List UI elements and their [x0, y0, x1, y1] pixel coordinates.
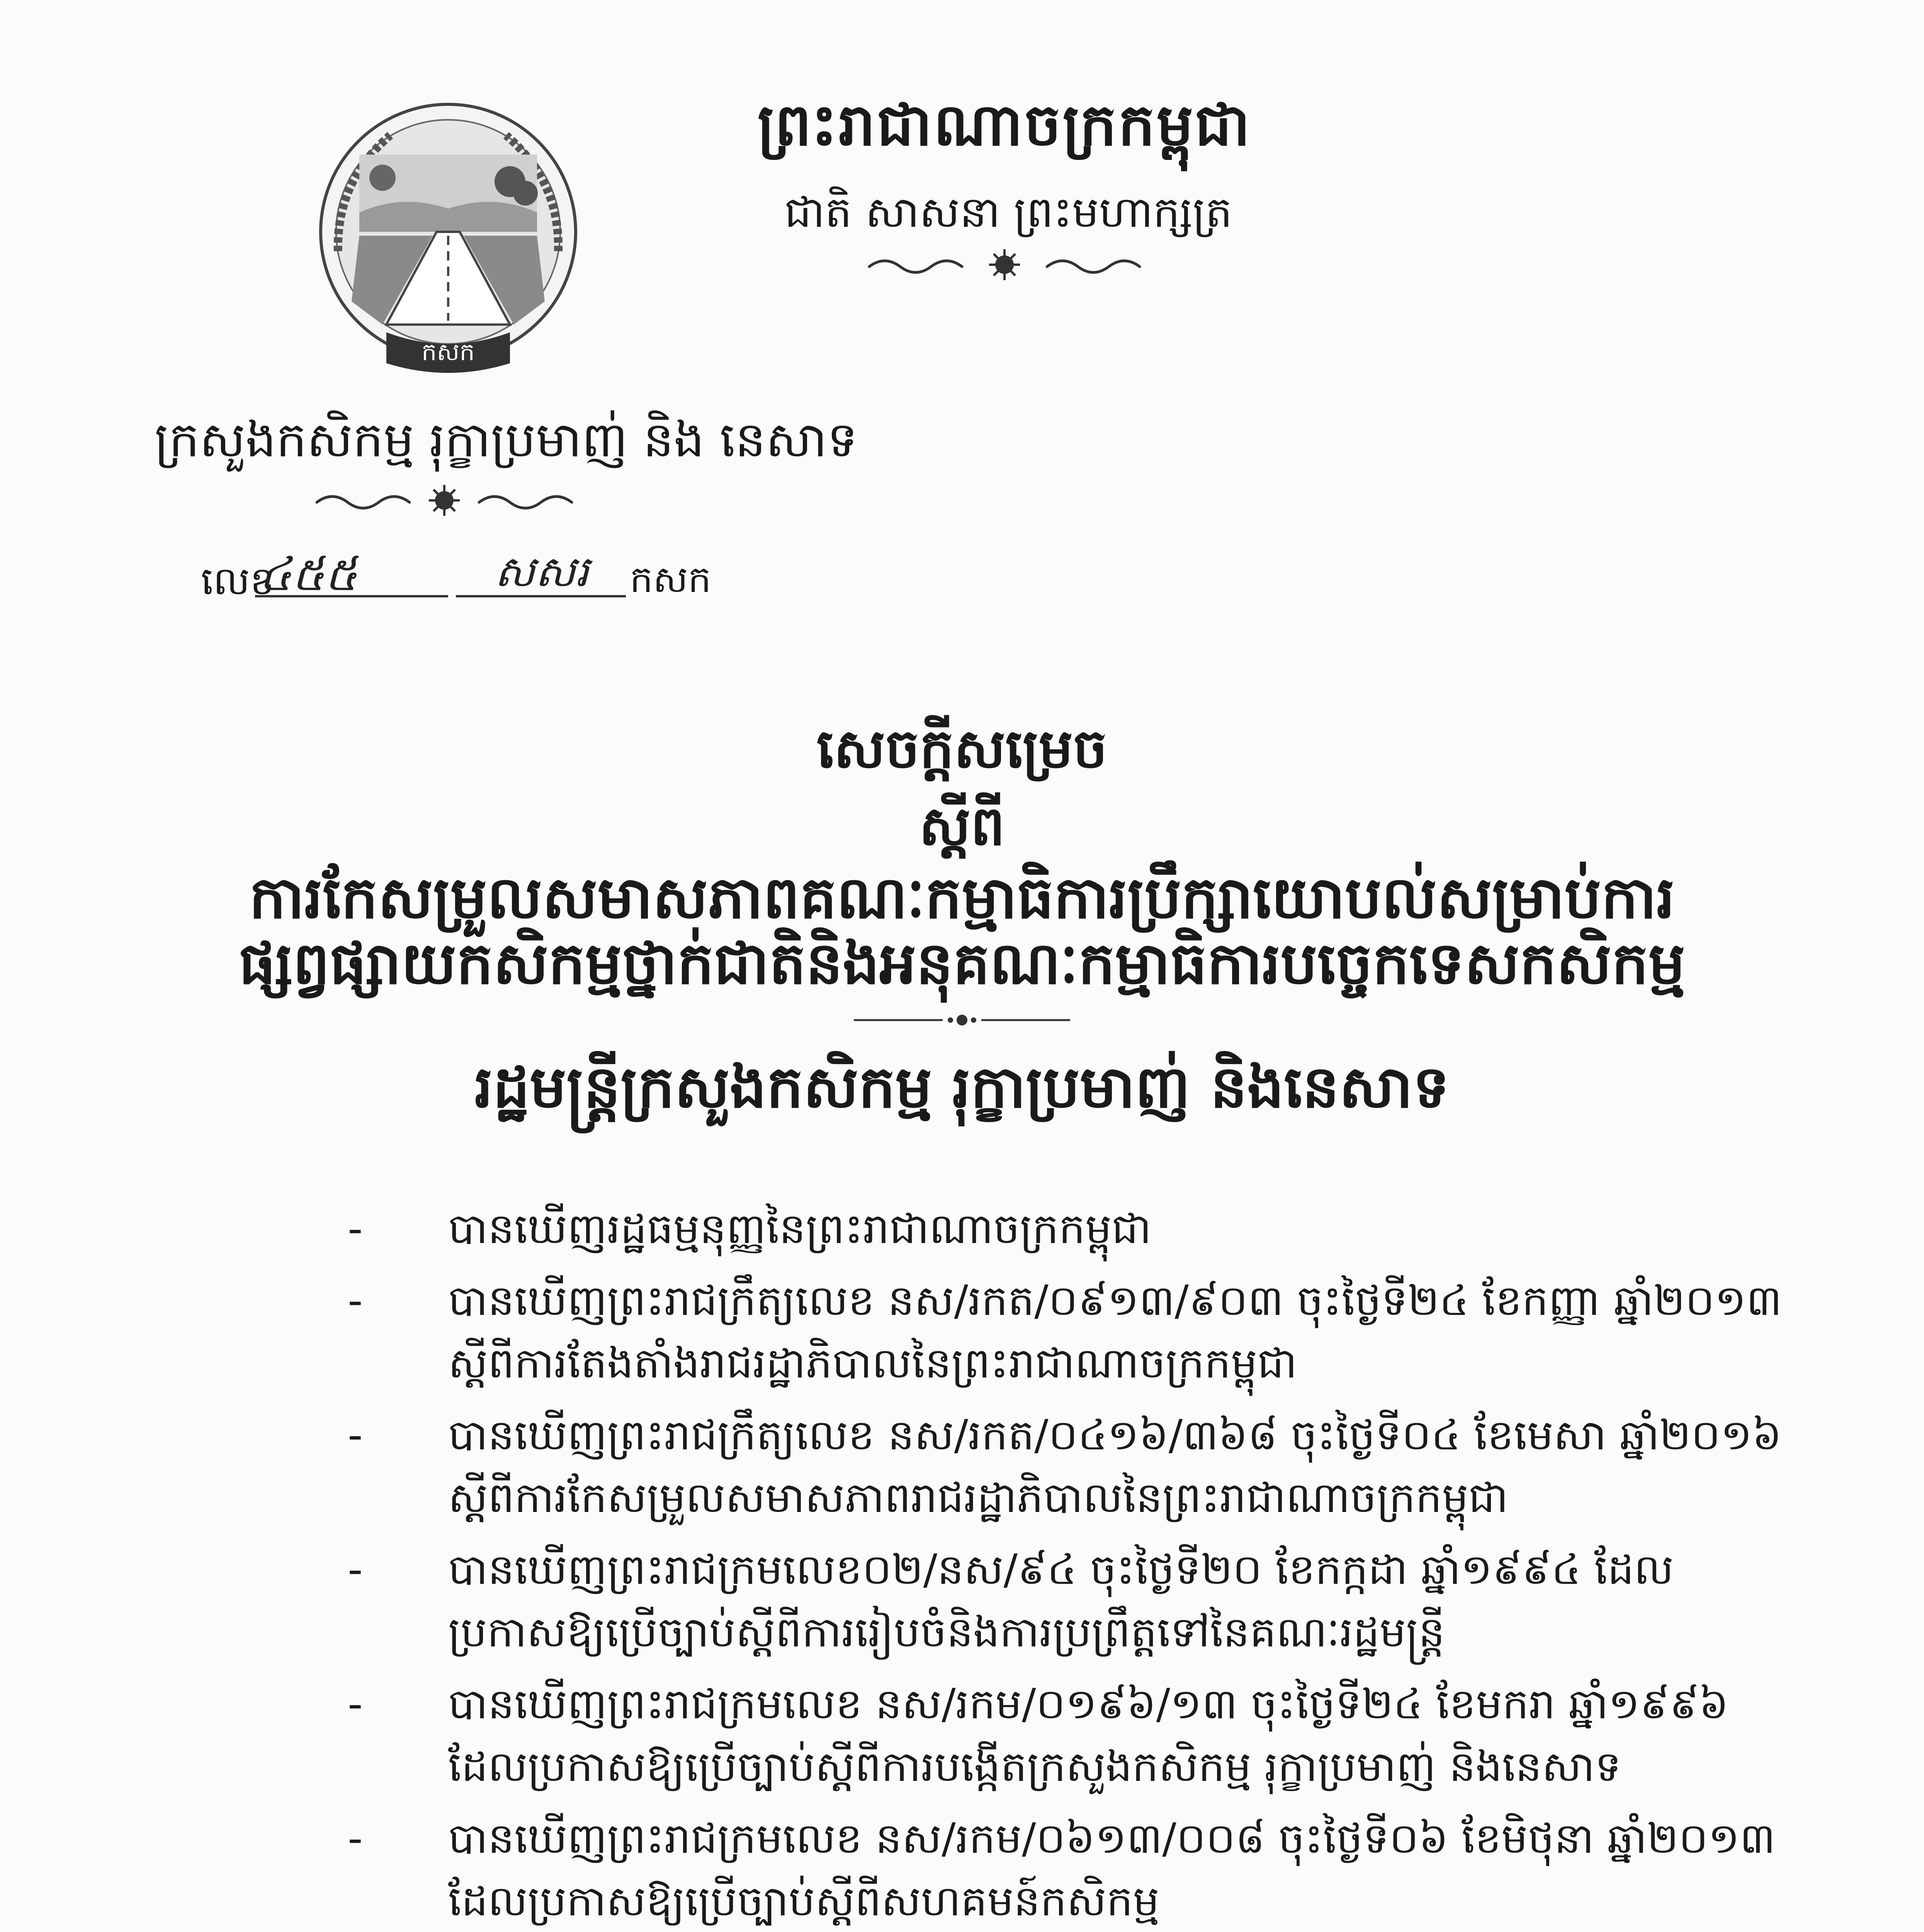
- title-subject-line-2: ផ្សព្វផ្សាយកសិកម្មថ្នាក់ជាតិនិងអនុគណៈកម្មាធិការបច្ចេកទេសកសិកម្ម: [239, 930, 1685, 997]
- reference-label: លេខ: [201, 558, 275, 604]
- national-motto: ជាតិ សាសនា ព្រះមហាក្សត្រ: [784, 187, 1232, 237]
- kingdom-title: ព្រះរាជាណាចក្រកម្ពុជា: [757, 92, 1252, 159]
- list-item-text: បានឃើញព្រះរាជក្រឹត្យលេខ នស/រកត/០៤១៦/៣៦៨ ចុះថ្ងៃទី០៤ ខែមេសា ឆ្នាំ២០១៦ ស្តីពីការកែសម្រួលសមាសភាពរាជរដ្ឋាភិបាលនៃព្រះរាជាណាចក្រកម្ពុជា: [448, 1411, 1782, 1522]
- list-item: - បានឃើញព្រះរាជក្រមលេខ០២/នស/៩៤ ចុះថ្ងៃទី២០ ខែកក្កដា ឆ្នាំ១៩៩៤ ដែលប្រកាសឱ្យប្រើច្បាប់ស្តីពីការរៀបចំនិងការប្រព្រឹត្តទៅនៃគណៈរដ្ឋមន្ត្រី: [348, 1546, 1674, 1656]
- reference-underline: [456, 595, 626, 597]
- considerations-list: [348, 1198, 1816, 1932]
- ornament-line-icon: [854, 1009, 1070, 1032]
- ornament-divider-icon: [309, 483, 580, 518]
- document-type-title: សេចក្តីសម្រេច: [816, 718, 1108, 781]
- ministry-emblem: [294, 85, 603, 394]
- reference-code-handwritten: សសរ: [495, 547, 589, 596]
- reference-number: [201, 549, 742, 603]
- list-item: - បានឃើញរដ្ឋធម្មនុញ្ញនៃព្រះរាជាណាចក្រកម្ពុជា: [348, 1205, 1152, 1253]
- list-item-text: បានឃើញព្រះរាជក្រឹត្យលេខ នស/រកត/០៩១៣/៩០៣ ចុះថ្ងៃទី២៤ ខែកញ្ញា ឆ្នាំ២០១៣ ស្តីពីការតែងតាំងរាជរដ្ឋាភិបាលនៃព្រះរាជាណាចក្រកម្ពុជា: [448, 1277, 1782, 1388]
- list-item: - បានឃើញព្រះរាជក្រឹត្យលេខ នស/រកត/០៤១៦/៣៦៨ ចុះថ្ងៃទី០៤ ខែមេសា ឆ្នាំ២០១៦ ស្តីពីការកែសម្រួលសមាសភាពរាជរដ្ឋាភិបាលនៃព្រះរាជាណាចក្រកម្ពុជា: [348, 1411, 1782, 1522]
- list-item: - បានឃើញព្រះរាជក្រមលេខ នស/រកម/០១៩៦/១៣ ចុះថ្ងៃទី២៤ ខែមករា ឆ្នាំ១៩៩៦ ដែលប្រកាសឱ្យប្រើច្បាប់ស្តីពីការបង្កើតក្រសួងកសិកម្ម រុក្ខាប្រមាញ់ និងនេសាទ: [348, 1680, 1729, 1791]
- reference-suffix: កសក: [630, 558, 712, 601]
- ministry-name: ក្រសួងកសិកម្ម រុក្ខាប្រមាញ់ និង នេសាទ: [154, 412, 858, 468]
- title-subject-line-1: ការកែសម្រួលសមាសភាពគណៈកម្មាធិការប្រឹក្សាយោបល់សម្រាប់ការ: [249, 864, 1675, 932]
- emblem-label: កសក: [422, 338, 475, 366]
- list-item-text: បានឃើញព្រះរាជក្រមលេខ នស/រកម/០៦១៣/០០៨ ចុះថ្ងៃទី០៦ ខែមិថុនា ឆ្នាំ២០១៣ ដែលប្រកាសឱ្យប្រើច្បាប់ស្តីពីសហគមន៍កសិកម្ម: [448, 1815, 1776, 1925]
- title-about: ស្តីពី: [919, 795, 1005, 858]
- list-item-text: បានឃើញព្រះរាជក្រមលេខ០២/នស/៩៤ ចុះថ្ងៃទី២០ ខែកក្កដា ឆ្នាំ១៩៩៤ ដែលប្រកាសឱ្យប្រើច្បាប់ស្តីពីការរៀបចំនិងការប្រព្រឹត្តទៅនៃគណៈរដ្ឋមន្ត្រី: [448, 1546, 1674, 1656]
- list-item-text: បានឃើញរដ្ឋធម្មនុញ្ញនៃព្រះរាជាណាចក្រកម្ពុជា: [448, 1205, 1152, 1253]
- list-item: - បានឃើញព្រះរាជក្រមលេខ នស/រកម/០៦១៣/០០៨ ចុះថ្ងៃទី០៦ ខែមិថុនា ឆ្នាំ២០១៣ ដែលប្រកាសឱ្យប្រើច្បាប់ស្តីពីសហគមន៍កសិកម្ម: [348, 1815, 1776, 1925]
- issuing-authority: រដ្ឋមន្ត្រីក្រសួងកសិកម្ម រុក្ខាប្រមាញ់ និងនេសាទ: [474, 1054, 1450, 1121]
- reference-underline: [255, 595, 448, 597]
- ornament-divider-icon: [862, 247, 1147, 282]
- reference-number-handwritten: ៤៥៥: [259, 548, 357, 601]
- list-item-text: បានឃើញព្រះរាជក្រមលេខ នស/រកម/០១៩៦/១៣ ចុះថ្ងៃទី២៤ ខែមករា ឆ្នាំ១៩៩៦ ដែលប្រកាសឱ្យប្រើច្បាប់ស្តីពីការបង្កើតក្រសួងកសិកម្ម រុក្ខាប្រមាញ់ និងនេសាទ: [448, 1680, 1729, 1791]
- list-item: - បានឃើញព្រះរាជក្រឹត្យលេខ នស/រកត/០៩១៣/៩០៣ ចុះថ្ងៃទី២៤ ខែកញ្ញា ឆ្នាំ២០១៣ ស្តីពីការតែងតាំងរាជរដ្ឋាភិបាលនៃព្រះរាជាណាចក្រកម្ពុជា: [348, 1277, 1782, 1388]
